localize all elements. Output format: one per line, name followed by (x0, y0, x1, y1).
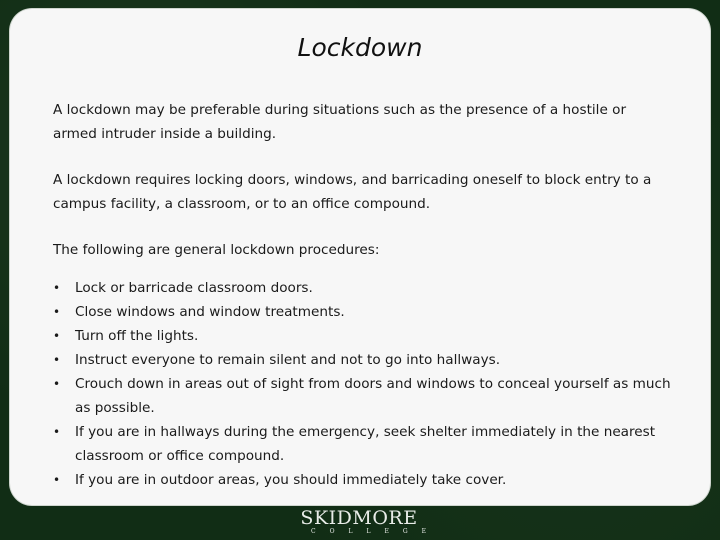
list-item-text: Turn off the lights. (75, 328, 199, 344)
list-item-text: Instruct everyone to remain silent and not to go into hallways. (75, 352, 501, 368)
list-item (53, 468, 673, 492)
bullet-icon: • (53, 329, 61, 343)
list-item-text: Crouch down in areas out of sight from doors and windows to conceal yourself as much as possible. (75, 376, 671, 416)
bullet-icon: • (53, 305, 61, 319)
slide-title: Lockdown (297, 33, 423, 62)
slide-body (53, 98, 673, 492)
bullet-icon: • (53, 377, 61, 391)
list-item-text: If you are in outdoor areas, you should immediately take cover. (75, 472, 507, 488)
bullet-icon: • (53, 473, 61, 487)
bullet-icon: • (53, 353, 61, 367)
list-item (53, 276, 673, 300)
logo-subtitle: COLLEGE (311, 528, 441, 535)
paragraph-requirements: A lockdown requires locking doors, windows, and barricading oneself to block entry to a campus facility, a classroom, or to an office compound. (53, 172, 652, 212)
list-item (53, 348, 673, 372)
bullet-icon: • (53, 425, 61, 439)
list-item (53, 420, 673, 468)
list-item-text: If you are in hallways during the emergency, seek shelter immediately in the nearest classroom or office compound. (75, 424, 656, 464)
procedures-list (53, 276, 673, 492)
list-item-text: Close windows and window treatments. (75, 304, 345, 320)
list-item (53, 372, 673, 420)
paragraph-procedures-heading: The following are general lockdown procedures: (53, 242, 380, 258)
bullet-icon: • (53, 281, 61, 295)
list-item-text: Lock or barricade classroom doors. (75, 280, 313, 296)
list-item (53, 300, 673, 324)
skidmore-logo (297, 507, 441, 538)
list-item (53, 324, 673, 348)
logo-name: SKIDMORE (300, 507, 418, 529)
paragraph-intro: A lockdown may be preferable during situations such as the presence of a hostile or armed intruder inside a building. (53, 102, 627, 142)
